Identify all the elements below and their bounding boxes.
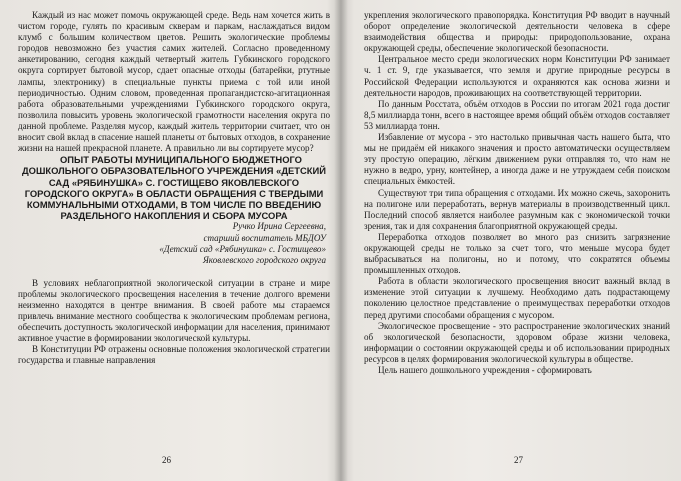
right-page-number: 27 [514, 455, 523, 465]
right-paragraph-8: Экологическое просвещение - это распространение экологических знаний об экологической безопасности, здоровом образе жизни человека, информации о состоянии окружающей среды и об использовании природных ресурсов в целях формирования экологической культуры в обществе. [364, 320, 670, 364]
left-paragraph-1: Каждый из нас может помочь окружающей среде. Ведь нам хочется жить в чистом городе, гулять по красивым скверам и паркам, наслаждаться видом клумб с большим количеством цветов. Решить экологические проблемы городов невозможно без участия самих жителей. Согласно проведенному анкетированию, сегодня каждый четвертый житель Губкинского городского округа сортирует бытовой мусор, сдает опасные отходы (батарейки, ртутные лампы, электронику) в специальные пункты приема с той или иной периодичностью. Одним словом, проведенная пропагандистско-агитационная работа образовательными учреждениями Губкинского городского округа, позволила повысить уровень экологической грамотности населения округа по данной проблеме. Разделяя мусор, каждый житель территории считает, что он вносит свой вклад в спасение нашей планеты от бытовых отходов, в сохранение жизни на нашей прекрасной планете. А правильно ли вы сортируете мусор? [18, 10, 330, 154]
right-paragraph-9: Цель нашего дошкольного учреждения - сформировать [378, 365, 592, 375]
left-paragraph-2: В условиях неблагоприятной экологической ситуации в стране и мире проблемы экологического просвещения населения в течение долгого времени неизменно находятся в центре внимания. В своей работе мы стараемся привлечь внимание местного сообщества к экологическим проблемам региона, обеспечить доступность экологической информации для населения, принимают активное участие в формировании экологической культуры. [18, 277, 330, 344]
author-name: Ручко Ирина Сергеевна, [232, 221, 326, 232]
left-paragraph-3: В Конституции РФ отражены основные положения экологической стратегии государства и главные направления [18, 344, 330, 366]
author-organization: «Детский сад «Рябинушка» с. Гостищево» [159, 243, 326, 254]
left-page-number: 26 [162, 455, 171, 465]
author-block [18, 221, 326, 265]
right-paragraph-6: Переработка отходов позволяет во много раз снизить загрязнение окружающей среды не только за счет того, что меньше мусора будет выбрасываться на полигоны, но и потому, что сократятся объемы промышленных отходов. [364, 231, 670, 276]
right-paragraph-4: Избавление от мусора - это настолько привычная часть нашего быта, что мы не придаём ей никакого значения и просто автоматически осуществляем эту простую операцию, лёгким движением руки отправляя то, что нам не нужно в ведро, урну, контейнер, а иногда даже и не утруждаем себя поиском специальных ёмкостей. [364, 132, 670, 187]
right-paragraph-2: Центральное место среди экологических норм Конституции РФ занимает ч. 1 ст. 9, где указывается, что земля и другие природные ресурсы в Российской Федерации используются и охраняются как основа жизни и деятельности народов, проживающих на соответствующей территории. [364, 54, 670, 98]
left-page [18, 10, 330, 450]
right-paragraph-7: Работа в области экологического просвещения вносит важный вклад в изменение этой ситуации к лучшему. Необходимо дать подрастающему поколению целостное представление о преимуществах переработки отходов перед другими способами обращения с мусором. [364, 276, 670, 320]
article-heading: ОПЫТ РАБОТЫ МУНИЦИПАЛЬНОГО БЮДЖЕТНОГО ДОШКОЛЬНОГО ОБРАЗОВАТЕЛЬНОГО УЧРЕЖДЕНИЯ «ДЕТСКИЙ САД «РЯБИНУШКА» С. ГОСТИЩЕВО ЯКОВЛЕВСКОГО ГОРОДСКОГО ОКРУГА» В ОБЛАСТИ ОБРАЩЕНИЯ С ТВЕРДЫМИ КОММУНАЛЬНЫМИ ОТХОДАМИ, В ТОМ ЧИСЛЕ ПО ВВЕДЕНИЮ РАЗДЕЛЬНОГО НАКОПЛЕНИЯ И СБОРА МУСОРА [22, 154, 326, 222]
right-paragraph-5: Существуют три типа обращения с отходами. Их можно сжечь, захоронить на полигоне или переработать, вернув материалы в производственный цикл. Последний способ является наиболее разумным как с экономической точки зрения, так и для сохранения благоприятной окружающей среды. [364, 187, 670, 231]
right-page [364, 10, 670, 450]
right-paragraph-1: укрепления экологического правопорядка. Конституция РФ вводит в научный оборот определение экологической деятельности человека в сфере взаимодействия общества и природы: природопользование, охрана окружающей среды, обеспечение экологической безопасности. [364, 10, 670, 54]
book-gutter [334, 0, 348, 481]
author-district: Яковлевского городского округа [202, 254, 326, 265]
right-paragraph-3: По данным Росстата, объём отходов в России по итогам 2021 года достиг 8,5 миллиарда тонн, всего в настоящее время общий объём отходов составляет 53 миллиарда тонн. [364, 98, 670, 131]
author-position: старший воспитатель МБДОУ [203, 232, 326, 243]
